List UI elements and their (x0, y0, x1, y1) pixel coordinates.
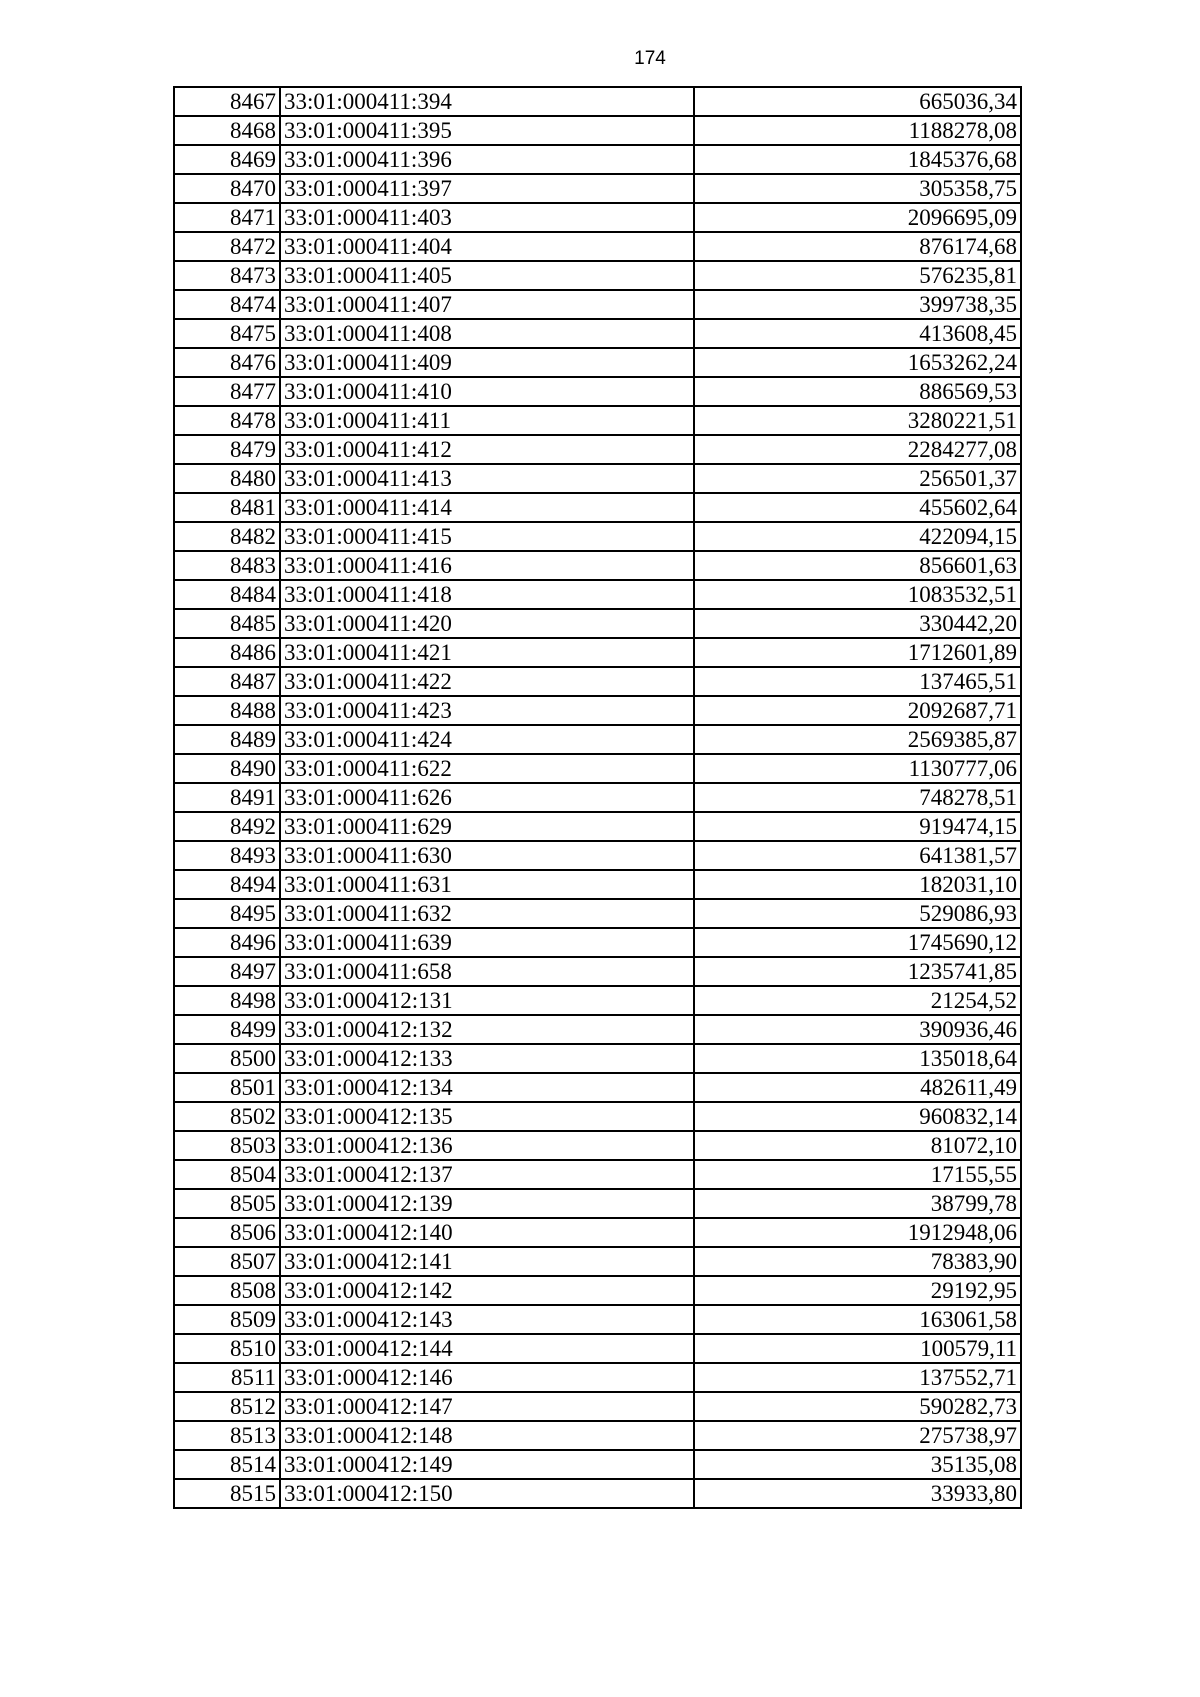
table-row (174, 203, 1021, 232)
cadastral-number-cell: 33:01:000412:134 (280, 1073, 694, 1102)
cadastral-value-cell: 330442,20 (694, 609, 1021, 638)
row-number-cell: 8467 (174, 87, 280, 116)
cadastral-number-cell: 33:01:000412:139 (280, 1189, 694, 1218)
table-row (174, 928, 1021, 957)
cadastral-value-cell: 29192,95 (694, 1276, 1021, 1305)
cadastral-number-cell: 33:01:000411:420 (280, 609, 694, 638)
table-row (174, 1044, 1021, 1073)
table-row (174, 1334, 1021, 1363)
cadastral-number-cell: 33:01:000412:136 (280, 1131, 694, 1160)
table-row (174, 319, 1021, 348)
table-row (174, 580, 1021, 609)
cadastral-value-cell: 1188278,08 (694, 116, 1021, 145)
cadastral-value-cell: 81072,10 (694, 1131, 1021, 1160)
table-row (174, 406, 1021, 435)
cadastral-number-cell: 33:01:000412:137 (280, 1160, 694, 1189)
row-number-cell: 8491 (174, 783, 280, 812)
row-number-cell: 8505 (174, 1189, 280, 1218)
row-number-cell: 8488 (174, 696, 280, 725)
row-number-cell: 8472 (174, 232, 280, 261)
cadastral-value-cell: 590282,73 (694, 1392, 1021, 1421)
row-number-cell: 8499 (174, 1015, 280, 1044)
cadastral-number-cell: 33:01:000412:148 (280, 1421, 694, 1450)
cadastral-value-cell: 275738,97 (694, 1421, 1021, 1450)
row-number-cell: 8500 (174, 1044, 280, 1073)
cadastral-value-table (173, 86, 1022, 1509)
table-row (174, 1479, 1021, 1508)
row-number-cell: 8509 (174, 1305, 280, 1334)
cadastral-number-cell: 33:01:000411:410 (280, 377, 694, 406)
cadastral-value-cell: 1653262,24 (694, 348, 1021, 377)
row-number-cell: 8513 (174, 1421, 280, 1450)
cadastral-number-cell: 33:01:000411:418 (280, 580, 694, 609)
cadastral-number-cell: 33:01:000411:631 (280, 870, 694, 899)
row-number-cell: 8486 (174, 638, 280, 667)
row-number-cell: 8475 (174, 319, 280, 348)
row-number-cell: 8485 (174, 609, 280, 638)
table-row (174, 551, 1021, 580)
cadastral-number-cell: 33:01:000411:423 (280, 696, 694, 725)
table-row (174, 87, 1021, 116)
cadastral-value-cell: 876174,68 (694, 232, 1021, 261)
row-number-cell: 8477 (174, 377, 280, 406)
table-row (174, 667, 1021, 696)
cadastral-number-cell: 33:01:000411:409 (280, 348, 694, 377)
cadastral-value-cell: 886569,53 (694, 377, 1021, 406)
cadastral-number-cell: 33:01:000412:141 (280, 1247, 694, 1276)
cadastral-value-cell: 1912948,06 (694, 1218, 1021, 1247)
table-row (174, 870, 1021, 899)
table-row (174, 493, 1021, 522)
row-number-cell: 8492 (174, 812, 280, 841)
cadastral-number-cell: 33:01:000411:421 (280, 638, 694, 667)
cadastral-number-cell: 33:01:000411:422 (280, 667, 694, 696)
cadastral-value-cell: 2092687,71 (694, 696, 1021, 725)
row-number-cell: 8483 (174, 551, 280, 580)
row-number-cell: 8494 (174, 870, 280, 899)
table-row (174, 290, 1021, 319)
table-row (174, 725, 1021, 754)
row-number-cell: 8498 (174, 986, 280, 1015)
cadastral-value-cell: 422094,15 (694, 522, 1021, 551)
cadastral-value-cell: 748278,51 (694, 783, 1021, 812)
cadastral-value-cell: 1845376,68 (694, 145, 1021, 174)
cadastral-number-cell: 33:01:000412:140 (280, 1218, 694, 1247)
table-row (174, 145, 1021, 174)
cadastral-value-cell: 78383,90 (694, 1247, 1021, 1276)
cadastral-number-cell: 33:01:000412:149 (280, 1450, 694, 1479)
cadastral-number-cell: 33:01:000411:404 (280, 232, 694, 261)
table-row (174, 1189, 1021, 1218)
cadastral-value-cell: 163061,58 (694, 1305, 1021, 1334)
table-row (174, 899, 1021, 928)
row-number-cell: 8470 (174, 174, 280, 203)
cadastral-number-cell: 33:01:000411:658 (280, 957, 694, 986)
row-number-cell: 8469 (174, 145, 280, 174)
cadastral-number-cell: 33:01:000411:630 (280, 841, 694, 870)
page-number: 174 (634, 48, 666, 69)
cadastral-number-cell: 33:01:000411:408 (280, 319, 694, 348)
cadastral-value-cell: 390936,46 (694, 1015, 1021, 1044)
cadastral-number-cell: 33:01:000412:150 (280, 1479, 694, 1508)
table-row (174, 957, 1021, 986)
cadastral-number-cell: 33:01:000411:626 (280, 783, 694, 812)
cadastral-value-cell: 960832,14 (694, 1102, 1021, 1131)
row-number-cell: 8510 (174, 1334, 280, 1363)
row-number-cell: 8473 (174, 261, 280, 290)
cadastral-number-cell: 33:01:000412:131 (280, 986, 694, 1015)
table-row (174, 1363, 1021, 1392)
row-number-cell: 8506 (174, 1218, 280, 1247)
table-body (174, 87, 1021, 1508)
cadastral-value-cell: 33933,80 (694, 1479, 1021, 1508)
row-number-cell: 8503 (174, 1131, 280, 1160)
cadastral-value-cell: 137465,51 (694, 667, 1021, 696)
cadastral-value-cell: 17155,55 (694, 1160, 1021, 1189)
table-row (174, 1015, 1021, 1044)
table-row (174, 261, 1021, 290)
cadastral-value-cell: 1745690,12 (694, 928, 1021, 957)
row-number-cell: 8478 (174, 406, 280, 435)
table-row (174, 1218, 1021, 1247)
cadastral-number-cell: 33:01:000411:622 (280, 754, 694, 783)
row-number-cell: 8496 (174, 928, 280, 957)
cadastral-value-cell: 413608,45 (694, 319, 1021, 348)
row-number-cell: 8501 (174, 1073, 280, 1102)
table-row (174, 1102, 1021, 1131)
cadastral-value-cell: 256501,37 (694, 464, 1021, 493)
table-row (174, 1450, 1021, 1479)
cadastral-number-cell: 33:01:000411:412 (280, 435, 694, 464)
cadastral-value-cell: 38799,78 (694, 1189, 1021, 1218)
table-row (174, 232, 1021, 261)
table-row (174, 1073, 1021, 1102)
cadastral-number-cell: 33:01:000412:144 (280, 1334, 694, 1363)
row-number-cell: 8507 (174, 1247, 280, 1276)
cadastral-value-cell: 665036,34 (694, 87, 1021, 116)
cadastral-number-cell: 33:01:000411:414 (280, 493, 694, 522)
cadastral-number-cell: 33:01:000411:407 (280, 290, 694, 319)
table-row (174, 1131, 1021, 1160)
cadastral-value-cell: 919474,15 (694, 812, 1021, 841)
row-number-cell: 8474 (174, 290, 280, 319)
cadastral-value-cell: 21254,52 (694, 986, 1021, 1015)
table-row (174, 783, 1021, 812)
cadastral-number-cell: 33:01:000411:639 (280, 928, 694, 957)
cadastral-number-cell: 33:01:000411:424 (280, 725, 694, 754)
table-row (174, 464, 1021, 493)
table-row (174, 609, 1021, 638)
cadastral-number-cell: 33:01:000411:395 (280, 116, 694, 145)
row-number-cell: 8479 (174, 435, 280, 464)
cadastral-number-cell: 33:01:000411:413 (280, 464, 694, 493)
table-row (174, 986, 1021, 1015)
table-row (174, 1305, 1021, 1334)
cadastral-number-cell: 33:01:000411:629 (280, 812, 694, 841)
cadastral-value-cell: 1712601,89 (694, 638, 1021, 667)
row-number-cell: 8512 (174, 1392, 280, 1421)
cadastral-number-cell: 33:01:000412:142 (280, 1276, 694, 1305)
cadastral-value-cell: 2284277,08 (694, 435, 1021, 464)
cadastral-value-cell: 135018,64 (694, 1044, 1021, 1073)
row-number-cell: 8508 (174, 1276, 280, 1305)
cadastral-value-cell: 2096695,09 (694, 203, 1021, 232)
table-row (174, 754, 1021, 783)
row-number-cell: 8497 (174, 957, 280, 986)
row-number-cell: 8484 (174, 580, 280, 609)
table-row (174, 1160, 1021, 1189)
cadastral-value-cell: 399738,35 (694, 290, 1021, 319)
table-row (174, 116, 1021, 145)
table-row (174, 1421, 1021, 1450)
cadastral-number-cell: 33:01:000411:416 (280, 551, 694, 580)
table-row (174, 1276, 1021, 1305)
table-row (174, 1392, 1021, 1421)
row-number-cell: 8489 (174, 725, 280, 754)
cadastral-number-cell: 33:01:000412:147 (280, 1392, 694, 1421)
table-row (174, 435, 1021, 464)
row-number-cell: 8468 (174, 116, 280, 145)
row-number-cell: 8504 (174, 1160, 280, 1189)
cadastral-value-cell: 1130777,06 (694, 754, 1021, 783)
row-number-cell: 8490 (174, 754, 280, 783)
cadastral-value-cell: 1083532,51 (694, 580, 1021, 609)
row-number-cell: 8493 (174, 841, 280, 870)
row-number-cell: 8487 (174, 667, 280, 696)
row-number-cell: 8514 (174, 1450, 280, 1479)
row-number-cell: 8495 (174, 899, 280, 928)
cadastral-value-cell: 482611,49 (694, 1073, 1021, 1102)
table-row (174, 174, 1021, 203)
cadastral-value-cell: 529086,93 (694, 899, 1021, 928)
row-number-cell: 8502 (174, 1102, 280, 1131)
cadastral-number-cell: 33:01:000411:396 (280, 145, 694, 174)
cadastral-value-cell: 100579,11 (694, 1334, 1021, 1363)
cadastral-number-cell: 33:01:000411:405 (280, 261, 694, 290)
table-row (174, 1247, 1021, 1276)
cadastral-number-cell: 33:01:000412:132 (280, 1015, 694, 1044)
cadastral-number-cell: 33:01:000411:397 (280, 174, 694, 203)
table-row (174, 522, 1021, 551)
cadastral-value-cell: 856601,63 (694, 551, 1021, 580)
cadastral-value-cell: 305358,75 (694, 174, 1021, 203)
cadastral-number-cell: 33:01:000411:415 (280, 522, 694, 551)
cadastral-value-cell: 641381,57 (694, 841, 1021, 870)
table-row (174, 841, 1021, 870)
cadastral-number-cell: 33:01:000412:146 (280, 1363, 694, 1392)
cadastral-value-cell: 35135,08 (694, 1450, 1021, 1479)
row-number-cell: 8515 (174, 1479, 280, 1508)
row-number-cell: 8471 (174, 203, 280, 232)
cadastral-value-cell: 137552,71 (694, 1363, 1021, 1392)
cadastral-number-cell: 33:01:000412:133 (280, 1044, 694, 1073)
table-row (174, 812, 1021, 841)
cadastral-value-cell: 2569385,87 (694, 725, 1021, 754)
row-number-cell: 8476 (174, 348, 280, 377)
cadastral-number-cell: 33:01:000412:135 (280, 1102, 694, 1131)
table-row (174, 638, 1021, 667)
cadastral-value-cell: 576235,81 (694, 261, 1021, 290)
row-number-cell: 8511 (174, 1363, 280, 1392)
row-number-cell: 8481 (174, 493, 280, 522)
cadastral-value-cell: 1235741,85 (694, 957, 1021, 986)
row-number-cell: 8480 (174, 464, 280, 493)
table-row (174, 696, 1021, 725)
cadastral-number-cell: 33:01:000411:632 (280, 899, 694, 928)
cadastral-value-cell: 455602,64 (694, 493, 1021, 522)
cadastral-number-cell: 33:01:000411:403 (280, 203, 694, 232)
table-row (174, 377, 1021, 406)
cadastral-value-cell: 182031,10 (694, 870, 1021, 899)
row-number-cell: 8482 (174, 522, 280, 551)
table-row (174, 348, 1021, 377)
cadastral-number-cell: 33:01:000412:143 (280, 1305, 694, 1334)
cadastral-value-cell: 3280221,51 (694, 406, 1021, 435)
cadastral-number-cell: 33:01:000411:394 (280, 87, 694, 116)
cadastral-number-cell: 33:01:000411:411 (280, 406, 694, 435)
